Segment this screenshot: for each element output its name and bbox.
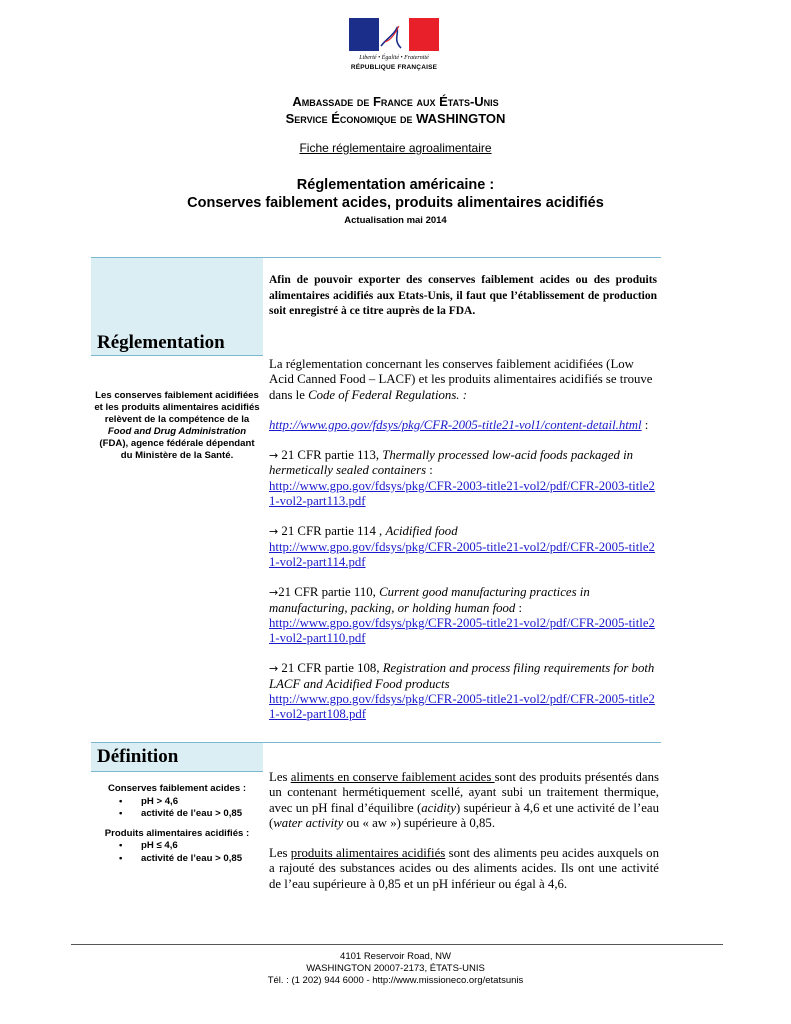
footer-street: 4101 Reservoir Road, NW [340,951,451,962]
criterion-text: activité de l’eau > 0,85 [141,808,243,819]
section-divider [91,355,263,356]
intro-paragraph: Afin de pouvoir exporter des conserves faiblement acides ou des produits alimentaires acidifiés aux Etats-Unis, il faut que l’établissement de production soit enregistré à ce titre auprès de la FDA. [269,274,657,317]
sidebar-text: (FDA), agence fédérale dépendant du Ministère de la Santé. [99,438,255,461]
document-type [0,141,791,155]
ref-title: Registration and process filing requirements for both LACF and Acidified Food products [269,661,655,691]
criterion-text: pH > 4,6 [141,795,179,807]
defined-term: produits alimentaires acidifiés [290,846,446,861]
reglementation-paragraph [269,357,659,403]
body-text: sont des produits présentés dans un contenant hermétiquement scellé, ayant subi un traitement thermique, avec un pH final d’équilibre ( [269,770,659,815]
definition-sidebar [93,783,261,865]
republic-name: RÉPUBLIQUE FRANÇAISE [350,64,438,71]
service-name: Service Économique de WASHINGTON [285,111,506,126]
body-text: ) supérieur à 4,6 et une activité de l’eau ( [269,800,659,830]
cfr-link-108[interactable]: http://www.gpo.gov/fdsys/pkg/CFR-2005-title21-vol2/pdf/CFR-2005-title21-vol2-part108.pdf [269,692,655,722]
bullet-icon: • [119,808,123,819]
body-text: : [641,417,649,432]
update-date: Actualisation mai 2014 [344,215,447,226]
arrow-right-icon: → [269,662,279,676]
criterion-text: activité de l’eau > 0,85 [141,852,243,864]
embassy-name: Ambassade de France aux États-Unis [292,94,499,109]
definition-paragraph-acidified [269,846,659,892]
bullet-icon: • [119,852,123,864]
footer-divider [71,944,723,945]
document-title [0,176,791,212]
ref-label: 21 CFR partie 110, [278,585,380,600]
cfr-ref-114 [269,524,659,570]
cfr-link-110[interactable]: http://www.gpo.gov/fdsys/pkg/CFR-2005-title21-vol2/pdf/CFR-2005-title21-vol2-part110.pdf [269,615,655,646]
cfr-ref-110 [269,585,659,646]
cfr-link-113[interactable]: http://www.gpo.gov/fdsys/pkg/CFR-2003-title21-vol2/pdf/CFR-2003-title21-vol2-part113.pdf [269,478,655,509]
republic-motto: Liberté • Égalité • Fraternité [359,55,429,61]
cfr-ref-108 [269,661,659,722]
ref-title: Current good manufacturing practices in manufacturing, packing, or holding human food [269,585,590,615]
cfr-link-114[interactable]: http://www.gpo.gov/fdsys/pkg/CFR-2005-title21-vol2/pdf/CFR-2005-title21-vol2-part114.pdf [269,539,655,569]
ref-label: 21 CFR partie 113, [278,448,383,463]
cfr-ref-113 [269,448,659,509]
definition-paragraph-low-acid [269,770,659,831]
footer-contact: Tél. : (1 202) 944 6000 - http://www.missioneco.org/etatsunis [267,975,524,986]
cfr-title: Code of Federal Regulations. : [308,387,467,402]
embassy-header [0,93,791,127]
criterion-text: pH ≤ 4,6 [141,840,178,851]
section-divider [91,257,661,258]
footer-address [0,951,791,987]
section-title-definition: Définition [97,746,179,767]
body-text: sont des aliments peu acides auxquels on a rajouté des substances acides ou des aliments acides. Ils ont une activité de l’eau supérieure à 0,85 et un pH inférieur ou égal à 4,6. [269,846,659,891]
list-item [93,853,261,866]
footer-city: WASHINGTON 20007-2173, ÉTATS-UNIS [306,963,485,974]
ref-title: Thermally processed low-acid foods packaged in hermetically sealed containers [269,448,634,478]
low-acid-criteria [93,796,261,821]
section-title-reglementation: Réglementation [97,332,225,353]
english-term: water activity [273,815,344,830]
body-text: Les [269,770,291,784]
reglementation-body [269,357,659,723]
defined-term: aliments en conserve faiblement acides [290,770,495,784]
body-text: : [515,600,523,615]
arrow-right-icon: → [269,525,279,539]
body-text: La réglementation concernant les conserves faiblement acidifiées (Low Acid Canned Food – LACF) et les produits alimentaires acidifiés se trouve dans le [269,357,653,402]
cfr-main-link[interactable]: http://www.gpo.gov/fdsys/pkg/CFR-2005-title21-vol1/content-detail.html [269,417,642,432]
ref-label: 21 CFR partie 114 , [278,524,386,539]
ref-label: 21 CFR partie 108, [278,661,383,676]
body-text: Les [269,846,291,861]
document-type-label: Fiche réglementaire agroalimentaire [299,141,492,155]
category-low-acid: Conserves faiblement acides : [107,783,247,794]
bullet-icon: • [119,795,123,807]
list-item [93,796,261,809]
list-item [93,808,261,821]
title-line-1: Réglementation américaine : [296,177,495,193]
list-item [93,840,261,853]
marianne-logo [346,18,442,78]
ref-title: Acidified food [385,524,458,539]
arrow-right-icon: → [269,586,279,600]
body-text: : [426,463,433,478]
sidebar-text: Les conserves faiblement acidifiées et les produits alimentaires acidifiés relèvent de la compétence de la [94,390,260,425]
english-term: acidity [421,800,457,815]
section-divider [91,771,263,772]
arrow-right-icon: → [269,449,279,463]
bullet-icon: • [119,840,123,851]
category-acidified: Produits alimentaires acidifiés : [104,827,250,839]
title-line-2: Conserves faiblement acides, produits alimentaires acidifiés [187,195,604,211]
sidebar-note-fda [93,390,261,462]
main-link-row [269,418,659,433]
acidified-criteria [93,840,261,865]
definition-body [269,770,659,892]
sidebar-fda-name: Food and Drug Administration [107,426,247,437]
tricolor-flag-icon [349,18,439,51]
body-text: ou « aw ») supérieure à 0,85. [343,815,496,830]
